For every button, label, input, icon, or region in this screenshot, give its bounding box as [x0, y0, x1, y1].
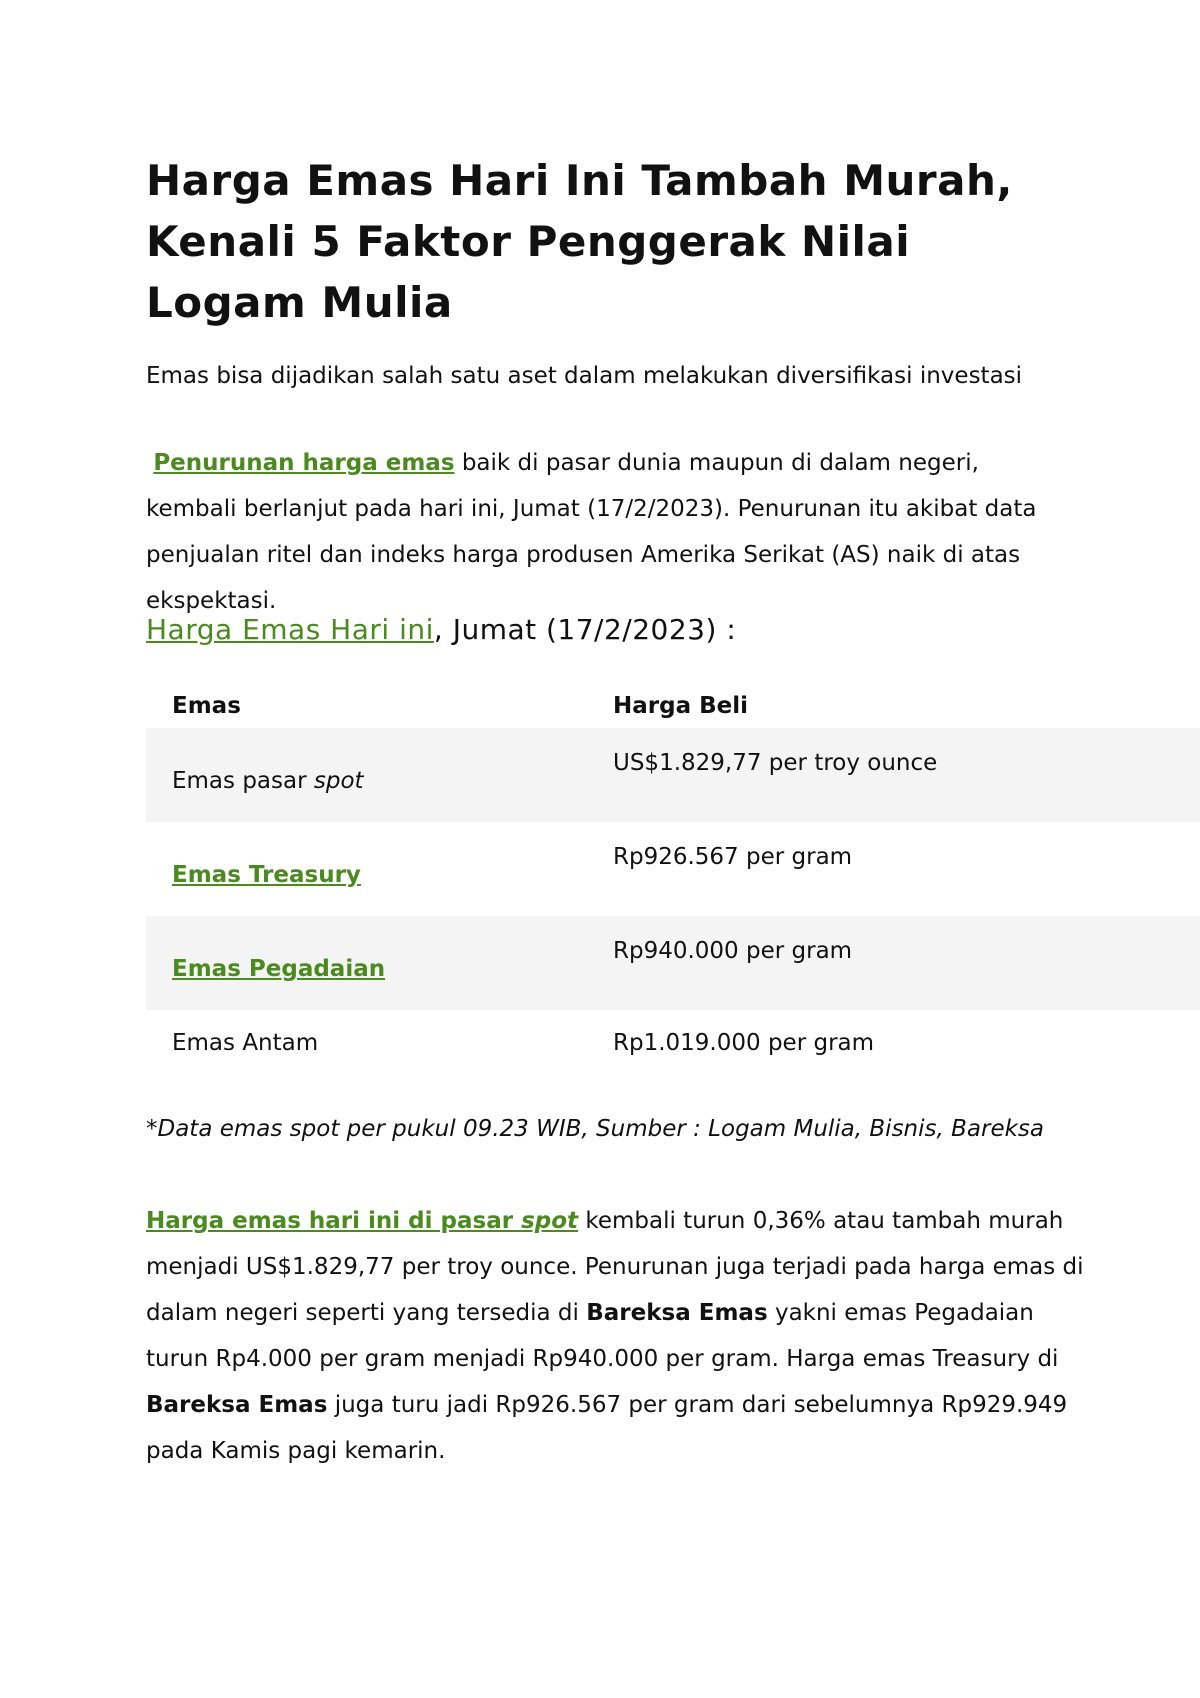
- bareksa-emas-bold: Bareksa Emas: [146, 1392, 328, 1418]
- table-cell-name: [146, 916, 587, 1010]
- table-row: [146, 1010, 1200, 1086]
- table-row: [146, 728, 1200, 822]
- row-price: Rp926.567 per gram: [613, 844, 853, 870]
- article-title: Harga Emas Hari Ini Tambah Murah, Kenali 5 Faktor Penggerak Nilai Logam Mulia: [146, 156, 1013, 327]
- table-cell-name: [146, 728, 587, 822]
- body-paragraph: [146, 1198, 1086, 1474]
- body-text: juga turu jadi Rp926.567 per gram dari sebelumnya Rp929.949 pada Kamis pagi kemarin.: [146, 1392, 1068, 1464]
- row-price: Rp940.000 per gram: [613, 938, 853, 964]
- article-subtitle: Emas bisa dijadikan salah satu aset dalam melakukan diversifikasi investasi: [146, 363, 1023, 389]
- bareksa-emas-bold: Bareksa Emas: [586, 1300, 768, 1326]
- row-price: US$1.829,77 per troy ounce: [613, 750, 938, 776]
- row-name-text: Emas pasar: [172, 768, 314, 794]
- table-cell-price: [587, 822, 1200, 916]
- lead-paragraph: [146, 440, 1066, 624]
- harga-emas-spot-link[interactable]: [146, 1208, 578, 1234]
- body-text: yakni emas Pegadaian turun Rp4.000 per gram menjadi Rp940.000 per gram. Harga emas Treasury di: [146, 1300, 1059, 1372]
- table-cell-name: [146, 1010, 587, 1086]
- emas-treasury-link[interactable]: Emas Treasury: [172, 862, 361, 888]
- row-name-italic: spot: [313, 768, 364, 794]
- header-harga-beli: Harga Beli: [613, 693, 749, 719]
- section-heading: [146, 610, 736, 650]
- link-italic: spot: [521, 1208, 579, 1234]
- lead-text: baik di pasar dunia maupun di dalam negeri, kembali berlanjut pada hari ini, Jumat (17/2/2023). Penurunan itu akibat data penjualan ritel dan indeks harga produsen Amerika Serikat (AS) naik di atas ekspektasi.: [146, 450, 1037, 614]
- gold-price-table: [146, 684, 1200, 1086]
- table-cell-price: [587, 1010, 1200, 1086]
- table-row: [146, 916, 1200, 1010]
- table-cell-price: [587, 916, 1200, 1010]
- harga-emas-hari-ini-link[interactable]: Harga Emas Hari ini: [146, 613, 434, 646]
- link-text: Harga emas hari ini di pasar: [146, 1208, 522, 1234]
- table-cell-name: [146, 822, 587, 916]
- table-header-row: [146, 684, 1200, 728]
- table-cell-price: [587, 728, 1200, 822]
- table-row: [146, 822, 1200, 916]
- data-source-note: *Data emas spot per pukul 09.23 WIB, Sumber : Logam Mulia, Bisnis, Bareksa: [146, 1116, 1044, 1142]
- body-text: kembali turun 0,36% atau tambah murah menjadi US$1.829,77 per troy ounce. Penurunan juga terjadi pada harga emas di dalam negeri seperti yang tersedia di: [146, 1208, 1084, 1326]
- row-price: Rp1.019.000 per gram: [613, 1030, 875, 1056]
- emas-pegadaian-link[interactable]: Emas Pegadaian: [172, 956, 386, 982]
- header-emas: Emas: [172, 693, 241, 719]
- section-heading-date: , Jumat (17/2/2023) :: [433, 613, 737, 646]
- row-name-text: Emas Antam: [172, 1030, 319, 1056]
- article: [146, 150, 1200, 1464]
- penurunan-harga-emas-link[interactable]: Penurunan harga emas: [153, 450, 455, 476]
